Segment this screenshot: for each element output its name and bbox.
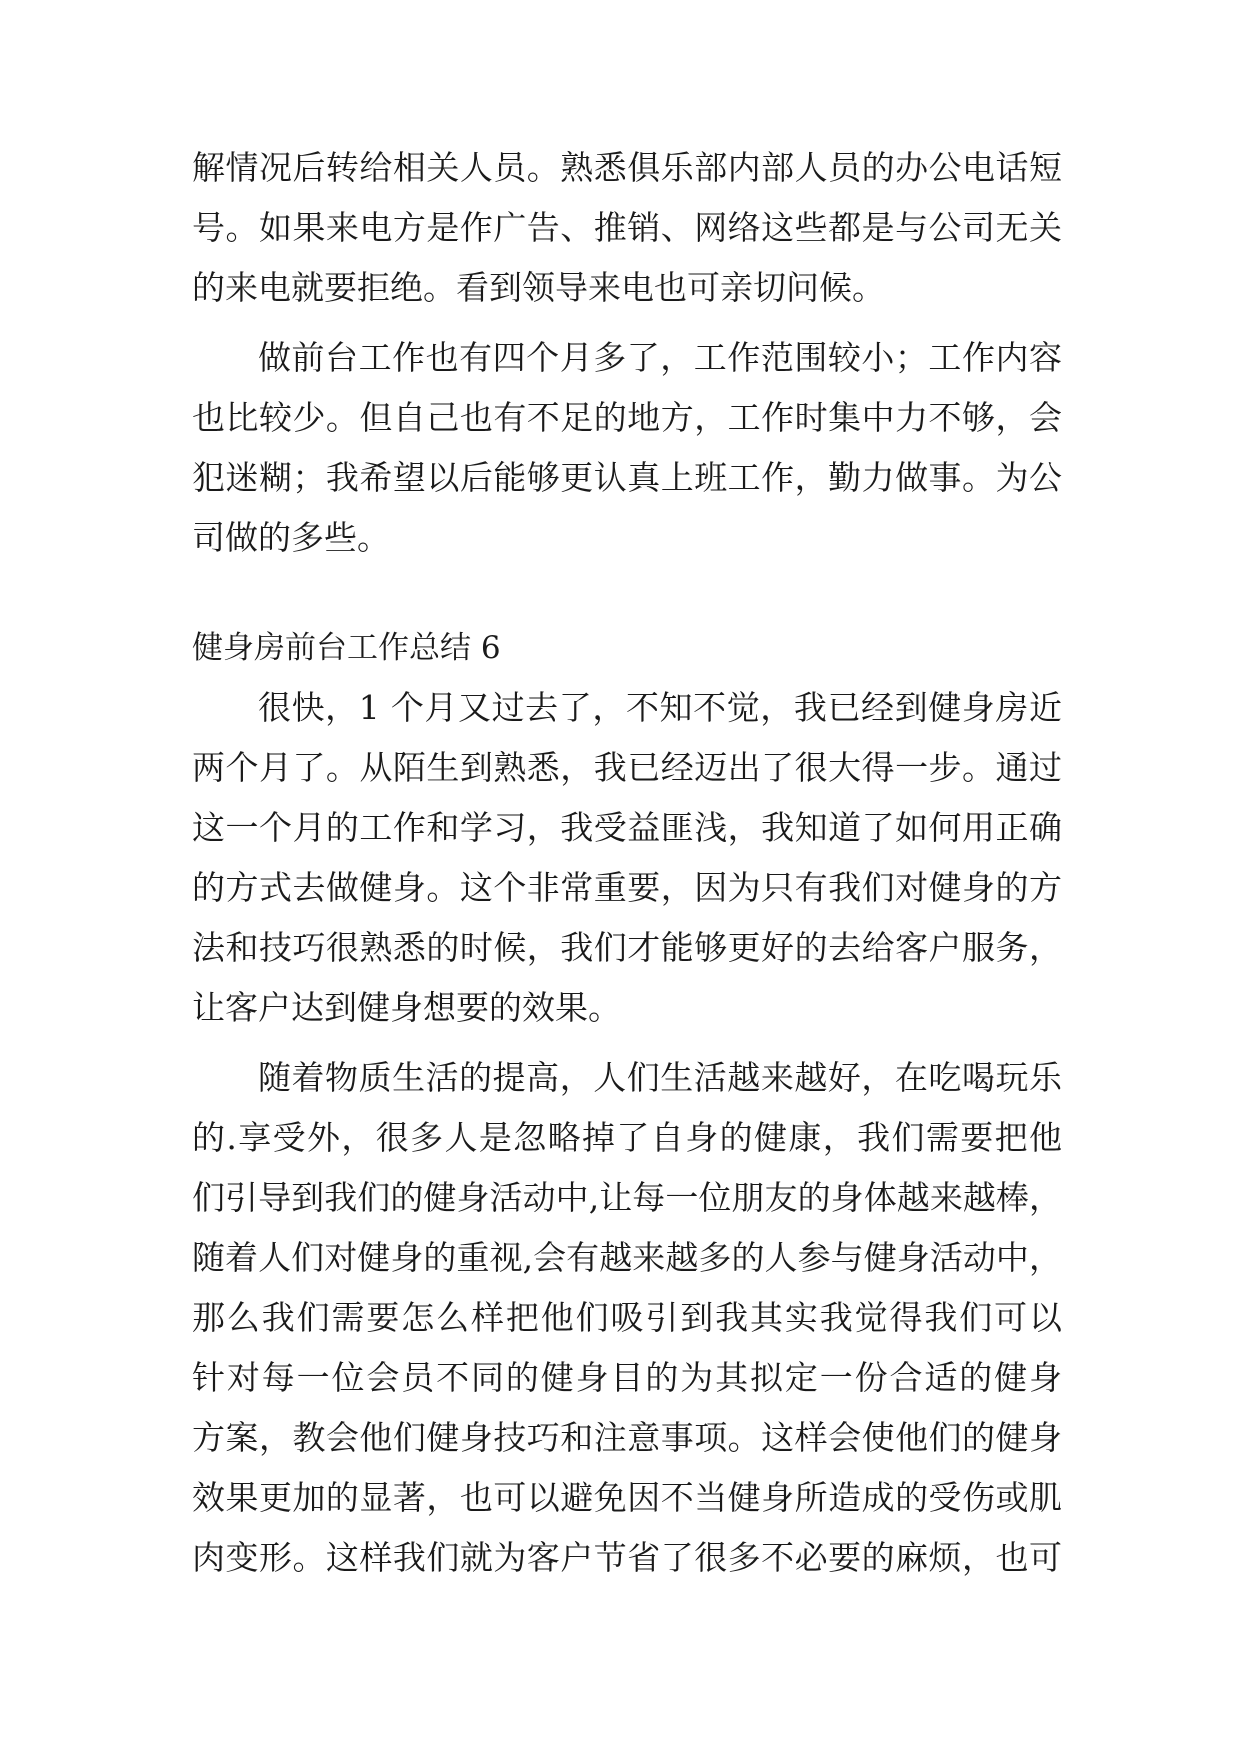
paragraph-line: 这一个月的工作和学习，我受益匪浅，我知道了如何用正确 [192,808,1062,847]
paragraph-line: 们引导到我们的健身活动中,让每一位朋友的身体越来越棒， [192,1178,1062,1217]
paragraph-line: 号。如果来电方是作广告、推销、网络这些都是与公司无关 [192,208,1062,247]
paragraph-line: 解情况后转给相关人员。熟悉俱乐部内部人员的办公电话短 [192,148,1062,187]
paragraph-line: 司做的多些。 [192,518,390,557]
paragraph-line: 随着物质生活的提高，人们生活越来越好，在吃喝玩乐 [258,1058,1062,1097]
paragraph-line: 随着人们对健身的重视,会有越来越多的人参与健身活动中， [192,1238,1062,1277]
paragraph-line: 那么我们需要怎么样把他们吸引到我其实我觉得我们可以 [192,1298,1062,1337]
paragraph-line: 针对每一位会员不同的健身目的为其拟定一份合适的健身 [192,1358,1062,1397]
paragraph-line: 效果更加的显著，也可以避免因不当健身所造成的受伤或肌 [192,1478,1062,1517]
paragraph-line: 做前台工作也有四个月多了，工作范围较小；工作内容 [258,338,1062,377]
paragraph-line: 方案，教会他们健身技巧和注意事项。这样会使他们的健身 [192,1418,1062,1457]
paragraph-line: 两个月了。从陌生到熟悉，我已经迈出了很大得一步。通过 [192,748,1062,787]
paragraph-line: 犯迷糊；我希望以后能够更认真上班工作，勤力做事。为公 [192,458,1062,497]
paragraph-line: 让客户达到健身想要的效果。 [192,988,621,1027]
paragraph-line: 的来电就要拒绝。看到领导来电也可亲切问候。 [192,268,885,307]
paragraph-line: 也比较少。但自己也有不足的地方，工作时集中力不够，会 [192,398,1062,437]
paragraph-line: 肉变形。这样我们就为客户节省了很多不必要的麻烦，也可 [192,1538,1062,1577]
paragraph-line: 很快，1 个月又过去了，不知不觉，我已经到健身房近 [258,688,1062,727]
paragraph-line: 法和技巧很熟悉的时候，我们才能够更好的去给客户服务， [192,928,1062,967]
section-heading: 健身房前台工作总结 6 [192,630,501,666]
paragraph-line: 的方式去做健身。这个非常重要，因为只有我们对健身的方 [192,868,1062,907]
paragraph-line: 的.享受外，很多人是忽略掉了自身的健康，我们需要把他 [192,1118,1062,1157]
